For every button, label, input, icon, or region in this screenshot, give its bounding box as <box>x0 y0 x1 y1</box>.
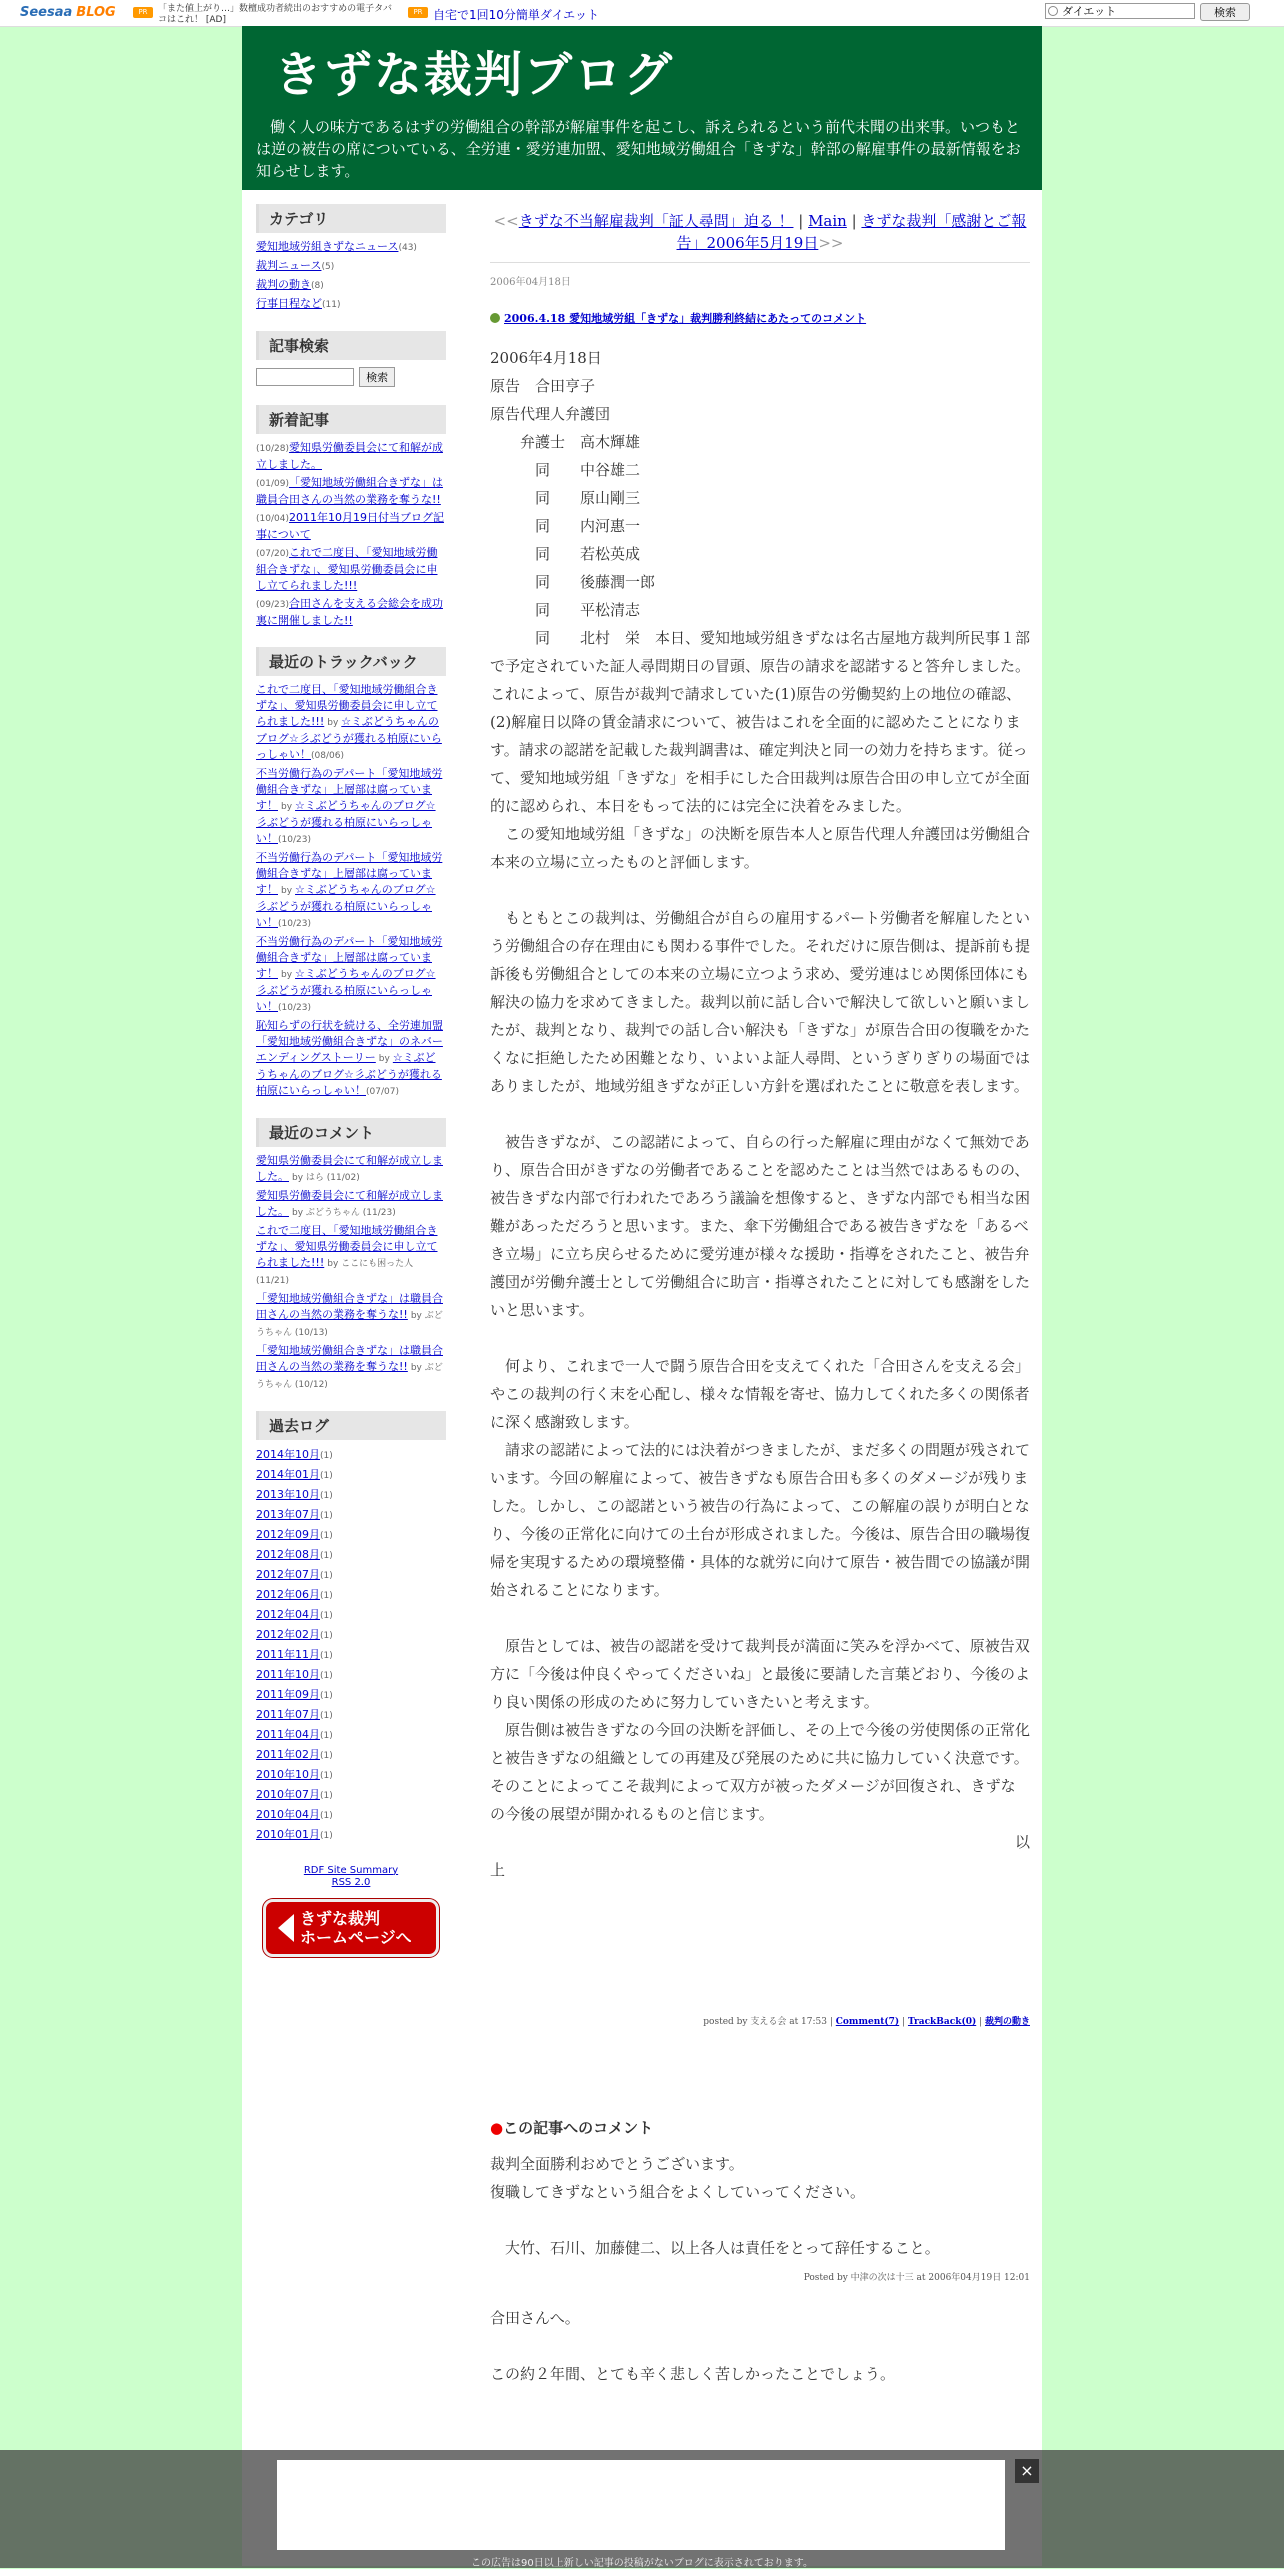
trackback-item <box>256 1018 446 1100</box>
archive-count: (1) <box>320 1790 333 1801</box>
post-footer <box>490 2014 1030 2027</box>
posted-by: posted by 支える会 at 17:53 <box>703 2017 827 2027</box>
category-item <box>256 258 446 275</box>
archive-count: (1) <box>320 1490 333 1501</box>
post-paragraph: 2006年4月18日 <box>490 349 602 367</box>
archive-count: (1) <box>320 1550 333 1561</box>
recent-post-date: (09/23) <box>256 599 289 610</box>
nav-next-marker: >> <box>818 234 844 252</box>
bullet-icon <box>490 313 500 323</box>
recent-post-link[interactable]: 2011年10月19日付当ブログ記事について <box>256 510 444 541</box>
sidebar <box>256 204 446 1957</box>
trackback-by: by <box>378 1053 390 1064</box>
archive-link[interactable]: 2011年02月 <box>256 1747 320 1761</box>
post-paragraph: 原告側は被告きずなの今回の決断を評価し、その上で今後の労使関係の正常化と被告きずなの組織としての再建及び発展のために共に協力していく決意です。そのことによってこそ裁判によって双方が被ったダメージが回復され、きずなの今後の展望が開かれるものと信じます。 <box>490 1721 1031 1823</box>
trackback-item <box>256 934 446 1016</box>
archive-link[interactable]: 2011年09月 <box>256 1687 320 1701</box>
footer-separator: | <box>827 2017 836 2027</box>
trackbacks-heading: 最近のトラックバック <box>256 647 446 676</box>
post-date: 2006年04月18日 <box>490 277 571 288</box>
blank-line <box>490 876 1030 904</box>
archive-count: (1) <box>320 1670 333 1681</box>
archive-link[interactable]: 2010年04月 <box>256 1807 320 1821</box>
recent-posts-heading: 新着記事 <box>256 405 446 434</box>
main-content <box>490 210 1030 2388</box>
archive-count: (1) <box>320 1710 333 1721</box>
pr-badge: PR <box>133 7 153 18</box>
comment-line: 裁判全面勝利おめでとうございます。 <box>490 2155 744 2173</box>
arrow-left-icon <box>278 1914 294 1942</box>
recent-post-item <box>256 475 446 508</box>
archive-count: (1) <box>320 1750 333 1761</box>
trackback-source-link[interactable]: ☆ミぶどうちゃんのブログ☆彡ぶどうが獲れる柏原にいらっしゃい！ <box>256 798 436 845</box>
pr-badge: PR <box>408 7 428 18</box>
trackback-item <box>256 766 446 848</box>
archive-count: (1) <box>320 1450 333 1461</box>
archive-count: (1) <box>320 1570 333 1581</box>
recent-post-date: (07/20) <box>256 548 289 559</box>
recent-post-link[interactable]: 愛知県労働委員会にて和解が成立しました。 <box>256 440 443 471</box>
category-link[interactable]: 行事日程など <box>256 297 322 310</box>
recent-comment-link[interactable]: これで二度目、「愛知地域労働組合きずな」、愛知県労働委員会に申し立てられました!!! <box>256 1223 438 1269</box>
nav-prev-marker: << <box>493 212 519 230</box>
recent-post-link[interactable]: 「愛知地域労働組合きずな」は職員合田さんの当然の業務を奪うな!! <box>256 475 443 506</box>
categories-heading: カテゴリ <box>256 204 446 233</box>
post-paragraph: 同 北村 栄 本日、愛知地域労組きずなは名古屋地方裁判所民事１部で予定されていた証人尋問期日の冒頭、原告の請求を認諾すると答弁しました。これによって、原告が裁判で請求していた(1)原告の労働契約上の地位の確認、(2)解雇日以降の賃金請求について、被告はこれを全面的に認めたことになります。請求の認諾を記載した裁判調書は、確定判決と同一の効力を持ちます。従って、愛知地域労組「きずな」を相手にした合田裁判は原告合田の申し立てが全面的に認められ、本日をもって法的には完全に決着をみました。 <box>490 629 1031 815</box>
trackback-item <box>256 850 446 932</box>
post-paragraph: 何より、これまで一人で闘う原告合田を支えてくれた「合田さんを支える会」やこの裁判の行く末を心配し、様々な情報を寄せ、協力してくれた多くの関係者に深く感謝致します。 <box>490 1357 1031 1431</box>
archive-link[interactable]: 2011年04月 <box>256 1727 320 1741</box>
blank-line <box>490 1604 1030 1632</box>
recent-comment-by: by ぶどうちゃん (11/23) <box>292 1207 396 1218</box>
archive-item <box>256 1806 446 1825</box>
archive-item <box>256 1586 446 1605</box>
archive-link[interactable]: 2012年07月 <box>256 1567 320 1581</box>
post-paragraph: 原告 合田亨子 <box>490 377 596 395</box>
overlay-note: この広告は90日以上新しい記事の投稿がないブログに表示されております。 <box>471 2558 813 2569</box>
recent-post-link[interactable]: これで二度目、「愛知地域労働組合きずな」、愛知県労働委員会に申し立てられました!!! <box>256 545 438 592</box>
archive-item <box>256 1446 446 1465</box>
archive-item <box>256 1546 446 1565</box>
next-post-link[interactable]: きずな裁判「感謝とご報告」2006年5月19日 <box>676 212 1027 252</box>
archive-link[interactable]: 2011年10月 <box>256 1667 320 1681</box>
trackback-title-link[interactable]: 不当労働行為のデパート「愛知地域労働組合きずな」上層部は腐っています！ <box>256 766 443 812</box>
page-container <box>242 26 1042 2566</box>
trackback-source-link[interactable]: ☆ミぶどうちゃんのブログ☆彡ぶどうが獲れる柏原にいらっしゃい！ <box>256 1050 442 1097</box>
archive-link[interactable]: 2011年07月 <box>256 1707 320 1721</box>
archive-item <box>256 1826 446 1845</box>
recent-post-item <box>256 510 446 543</box>
blank-line <box>490 2206 1030 2234</box>
search-heading: 記事検索 <box>256 331 446 360</box>
archive-item <box>256 1606 446 1625</box>
archive-count: (1) <box>320 1650 333 1661</box>
trackback-date: (10/23) <box>278 1002 311 1013</box>
sidebar-search-button[interactable]: 検索 <box>359 367 395 387</box>
archive-count: (1) <box>320 1770 333 1781</box>
homepage-button[interactable] <box>263 1899 439 1957</box>
recent-comment-item <box>256 1153 446 1186</box>
archive-item <box>256 1706 446 1725</box>
comment-line: 復職してきずなという組合をよくしていってください。 <box>490 2183 866 2201</box>
homepage-button-line1: きずな裁判 <box>300 1908 381 1928</box>
recent-post-date: (10/28) <box>256 443 289 454</box>
blank-line <box>490 2332 1030 2360</box>
trackback-by: by <box>281 969 293 980</box>
category-item <box>256 277 446 294</box>
recent-comment-by: by ここにも困った人 (11/21) <box>256 1258 414 1286</box>
ad-link-diet[interactable]: 自宅で1回10分簡単ダイエット <box>433 8 599 22</box>
recent-posts-list <box>256 440 446 629</box>
category-item <box>256 296 446 313</box>
overlay-ad <box>0 2450 1284 2568</box>
comment <box>490 2304 1030 2388</box>
post-paragraph: 被告きずなが、この認諾によって、自らの行った解雇に理由がなくて無効であり、原告合田がきずなの労働者であることを認めたことは当然ではあるものの、被告きずな内部で行われたであろう議論を想像すると、きずな内部でも相当な困難があっただろうと思います。また、傘下労働組合である被告きずなを「あるべき立場」に立ち戻らせるために愛労連が様々な援助・指導をされたこと、被告弁護団が労働弁護士として労働組合に助言・指導されたことに対しても感謝をしたいと思います。 <box>490 1133 1031 1319</box>
footer-separator: | <box>899 2017 908 2027</box>
archive-count: (1) <box>320 1470 333 1481</box>
archive-link[interactable]: 2014年10月 <box>256 1447 320 1461</box>
trackback-title-link[interactable]: 恥知らずの行状を続ける、全労連加盟「愛知地域労働組合きずな」のネバーエンディングストーリー <box>256 1018 443 1064</box>
archive-item <box>256 1526 446 1545</box>
post-paragraph: 同 原山剛三 <box>490 489 641 507</box>
recent-post-date: (01/09) <box>256 478 289 489</box>
archive-link[interactable]: 2012年06月 <box>256 1587 320 1601</box>
archive-count: (1) <box>320 1610 333 1621</box>
comment <box>490 2150 1030 2292</box>
comment-line: この約２年間、とても辛く悲しく苦しかったことでしょう。 <box>490 2365 896 2383</box>
comment-line: 大竹、石川、加藤健二、以上各人は責任をとって辞任すること。 <box>490 2239 940 2257</box>
post-paragraph: 原告代理人弁護団 <box>490 405 611 423</box>
trackback-link[interactable]: TrackBack(0) <box>907 2017 977 2027</box>
post-paragraph: 同 平松清志 <box>490 601 641 619</box>
comment-list <box>490 2150 1030 2388</box>
trackback-item <box>256 682 446 764</box>
category-count: (5) <box>321 262 335 272</box>
archives-heading: 過去ログ <box>256 1411 446 1440</box>
recent-post-date: (10/04) <box>256 513 289 524</box>
post-paragraph: 同 後藤潤一郎 <box>490 573 656 591</box>
trackback-date: (10/23) <box>278 834 311 845</box>
seesaa-logo[interactable] <box>20 5 116 20</box>
recent-post-link[interactable]: 合田さんを支える会総会を成功裏に開催しました!! <box>256 596 443 627</box>
post-paragraph: 同 若松英成 <box>490 545 641 563</box>
divider <box>490 262 1030 263</box>
post-paragraph: 同 中谷雄二 <box>490 461 641 479</box>
comments-heading-text: この記事へのコメント <box>503 2119 654 2137</box>
post-paragraph: 原告としては、被告の認諾を受けて裁判長が満面に笑みを浮かべて、原被告双方に「今後は仲良くやってくださいね」と最後に要請した言葉どおり、今後のより良い関係の形成のために努力していきたいと考えます。 <box>490 1637 1031 1711</box>
sidebar-search-input[interactable] <box>256 368 354 386</box>
recent-comment-item <box>256 1223 446 1289</box>
categories-list <box>256 239 446 313</box>
post-paragraph: 同 内河惠一 <box>490 517 641 535</box>
archive-count: (1) <box>320 1830 333 1841</box>
trackback-source-link[interactable]: ☆ミぶどうちゃんのブログ☆彡ぶどうが獲れる柏原にいらっしゃい！ <box>256 882 436 929</box>
recent-post-item <box>256 440 446 473</box>
archive-item <box>256 1506 446 1525</box>
archive-count: (1) <box>320 1530 333 1541</box>
category-link[interactable]: 愛知地域労組きずなニュース <box>256 240 399 253</box>
comment-line: 合田さんへ。 <box>490 2309 580 2327</box>
archive-item <box>256 1566 446 1585</box>
category-link[interactable]: 裁判の動き <box>984 2017 1030 2027</box>
recent-comment-link[interactable]: 「愛知地域労働組合きずな」は職員合田さんの当然の業務を奪うな!! <box>256 1343 443 1373</box>
archive-count: (1) <box>320 1630 333 1641</box>
archive-count: (1) <box>320 1510 333 1521</box>
post-paragraph: 請求の認諾によって法的には決着がつきましたが、まだ多くの問題が残されています。今回の解雇によって、被告きずなも原告合田も多くのダメージが残りました。しかし、この認諾という被告の行為によって、この解雇の誤りが明白となり、今後の正常化に向けての土台が形成されました。今後は、原告合田の職場復帰を実現するための環境整備・具体的な就労に向けて原告・被告間での協議が開始されることになります。 <box>490 1441 1031 1599</box>
archive-count: (1) <box>320 1690 333 1701</box>
post-paragraph: この愛知地域労組「きずな」の決断を原告本人と原告代理人弁護団は労働組合本来の立場に立ったものと評価します。 <box>490 825 1031 871</box>
feed-links <box>256 1865 446 1889</box>
recent-comment-link[interactable]: 愛知県労働委員会にて和解が成立しました。 <box>256 1188 443 1218</box>
trackback-by: by <box>327 717 339 728</box>
prev-post-link[interactable]: きずな不当解雇裁判「証人尋問」迫る ！ <box>518 212 794 230</box>
post-closing-right: 以 <box>1014 1833 1030 1851</box>
trackback-by: by <box>281 885 293 896</box>
archive-item <box>256 1486 446 1505</box>
archive-count: (1) <box>320 1810 333 1821</box>
archive-link[interactable]: 2010年01月 <box>256 1827 320 1841</box>
search-icon <box>1048 6 1058 16</box>
trackback-title-link[interactable]: これで二度目、「愛知地域労働組合きずな」、愛知県労働委員会に申し立てられました!!! <box>256 682 438 728</box>
archive-link[interactable]: 2013年07月 <box>256 1507 320 1521</box>
archives-list <box>256 1446 446 1845</box>
archive-item <box>256 1686 446 1705</box>
trackback-source-link[interactable]: ☆ミぶどうちゃんのブログ☆彡ぶどうが獲れる柏原にいらっしゃい！ <box>256 714 442 761</box>
recent-comment-item <box>256 1291 446 1341</box>
post-navigation <box>490 210 1030 254</box>
blank-line <box>490 1324 1030 1352</box>
archive-item <box>256 1646 446 1665</box>
archive-item <box>256 1666 446 1685</box>
sidebar-search <box>256 366 446 387</box>
archive-link[interactable]: 2012年02月 <box>256 1627 320 1641</box>
post-body <box>490 344 1030 1884</box>
nav-separator: | <box>793 212 809 230</box>
archive-link[interactable]: 2010年10月 <box>256 1767 320 1781</box>
post-title-link[interactable]: 2006.4.18 愛知地域労組「きずな」裁判勝利終結にあたってのコメント <box>504 312 867 325</box>
archive-link[interactable]: 2014年01月 <box>256 1467 320 1481</box>
archive-link[interactable]: 2011年11月 <box>256 1647 320 1661</box>
rss2-link[interactable]: RSS 2.0 <box>331 1876 371 1888</box>
recent-comment-by: by ぶどうちゃん (10/12) <box>256 1362 443 1390</box>
recent-comments-heading: 最近のコメント <box>256 1118 446 1147</box>
trackback-date: (10/23) <box>278 918 311 929</box>
archive-link[interactable]: 2010年07月 <box>256 1787 320 1801</box>
archive-item <box>256 1466 446 1485</box>
top-ad-bar <box>0 0 1284 27</box>
recent-post-item <box>256 596 446 629</box>
recent-comment-item <box>256 1188 446 1221</box>
archive-item <box>256 1786 446 1805</box>
blog-header <box>242 26 1042 190</box>
comment-meta: Posted by 中津の次は十三 at 2006年04月19日 12:01 <box>803 2273 1030 2283</box>
recent-comment-by: by ぶどうちゃん (10/13) <box>256 1310 443 1338</box>
trackback-title-link[interactable]: 不当労働行為のデパート「愛知地域労働組合きずな」上層部は腐っています！ <box>256 850 443 896</box>
trackbacks-list <box>256 682 446 1100</box>
logo-blog-text: BLOG <box>76 5 116 20</box>
blog-title[interactable]: きずな裁判ブログ <box>274 47 675 103</box>
post-closing-end: 上 <box>490 1861 506 1879</box>
archive-count: (1) <box>320 1730 333 1741</box>
archive-item <box>256 1626 446 1645</box>
main-link[interactable]: Main <box>808 212 847 230</box>
recent-comment-link[interactable]: 「愛知地域労働組合きずな」は職員合田さんの当然の業務を奪うな!! <box>256 1291 443 1321</box>
post-paragraph: もともとこの裁判は、労働組合が自らの雇用するパート労働者を解雇したという労働組合の存在理由にも関わる事件でした。それだけに原告側は、提訴前も提訴後も労働組合としての本来の立場に立つよう求め、愛労連はじめ関係団体にも解決の協力を求めてきました。裁判以前に話し合いで解決して欲しいと願いましたが、裁判となり、裁判での話し合い解決も「きずな」が原告合田の復職をかたくなに拒絶したため困難となり、いよいよ証人尋問、というぎりぎりの場面ではありましたが、地域労組きずなが正しい方針を選ばれたことに敬意を表します。 <box>490 909 1031 1095</box>
nav-separator: | <box>846 212 862 230</box>
archive-link[interactable]: 2012年09月 <box>256 1527 320 1541</box>
blog-description: 働く人の味方であるはずの労働組合の幹部が解雇事件を起こし、訴えられるという前代未聞の出来事。いつもとは逆の被告の席についている、全労連・愛労連加盟、愛知地域労働組合「きずな」幹部の解雇事件の最新情報をお知らせします。 <box>256 118 1021 180</box>
post-paragraph: 弁護士 高木輝雄 <box>490 433 641 451</box>
close-icon[interactable]: × <box>1015 2459 1039 2483</box>
recent-comments-list <box>256 1153 446 1393</box>
logo-text: Seesaa <box>20 5 73 20</box>
top-search-button[interactable]: 検索 <box>1200 3 1250 21</box>
trackback-title-link[interactable]: 不当労働行為のデパート「愛知地域労働組合きずな」上層部は腐っています！ <box>256 934 443 980</box>
recent-comment-by: by はら (11/02) <box>292 1172 360 1183</box>
category-count: (43) <box>398 243 417 253</box>
archive-link[interactable]: 2012年08月 <box>256 1547 320 1561</box>
trackback-by: by <box>281 801 293 812</box>
rdf-link[interactable]: RDF Site Summary <box>303 1864 399 1876</box>
category-link[interactable]: 裁判の動き <box>256 278 311 291</box>
archive-count: (1) <box>320 1590 333 1601</box>
archive-item <box>256 1766 446 1785</box>
category-count: (11) <box>322 300 341 310</box>
archive-item <box>256 1726 446 1745</box>
category-count: (8) <box>311 281 324 291</box>
footer-separator: | <box>976 2017 985 2027</box>
ad-link-ecig[interactable]: 「また値上がり…」数檀成功者続出のおすすめの電子タバコはこれ！ [AD] <box>158 4 393 25</box>
recent-comment-item <box>256 1343 446 1393</box>
trackback-date: (08/06) <box>311 750 344 761</box>
trackback-source-link[interactable]: ☆ミぶどうちゃんのブログ☆彡ぶどうが獲れる柏原にいらっしゃい！ <box>256 966 436 1013</box>
homepage-button-line2: ホームページへ <box>300 1927 412 1947</box>
top-search-input[interactable] <box>1045 3 1195 19</box>
overlay-ad-slot[interactable] <box>277 2460 1005 2550</box>
archive-link[interactable]: 2012年04月 <box>256 1607 320 1621</box>
recent-post-item <box>256 545 446 594</box>
comments-heading <box>490 2117 1030 2138</box>
blank-line <box>490 1100 1030 1128</box>
category-item <box>256 239 446 256</box>
recent-comment-link[interactable]: 愛知県労働委員会にて和解が成立しました。 <box>256 1153 443 1183</box>
archive-item <box>256 1746 446 1765</box>
bullet-icon: ● <box>490 2119 504 2137</box>
archive-link[interactable]: 2013年10月 <box>256 1487 320 1501</box>
category-link[interactable]: 裁判ニュース <box>256 259 322 272</box>
trackback-date: (07/07) <box>366 1086 399 1097</box>
post-title <box>490 310 1030 326</box>
comments-link[interactable]: Comment(7) <box>835 2017 900 2027</box>
